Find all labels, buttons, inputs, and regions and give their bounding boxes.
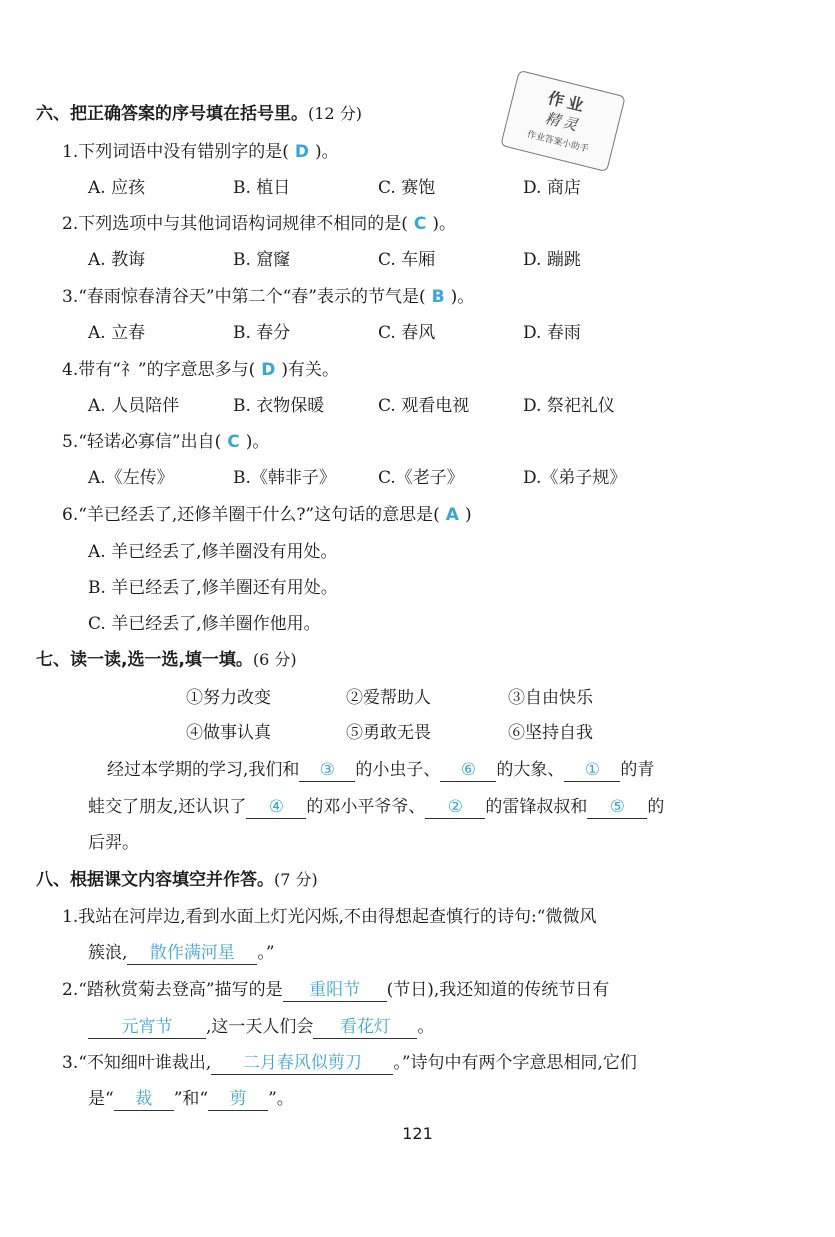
blank-answer: ⑥ <box>440 759 496 782</box>
option-a: A. 立春 <box>88 323 146 343</box>
choice: ③自由快乐 <box>508 688 593 708</box>
option-b: B. 植日 <box>233 178 291 198</box>
option-b: B. 衣物保暖 <box>233 396 325 416</box>
option-b: B. 窟窿 <box>233 250 291 270</box>
option-b: B.《韩非子》 <box>233 468 336 488</box>
question-6-6: 6.“羊已经丢了,还修羊圈干什么?”这句话的意思是( A ) <box>62 505 472 525</box>
option-c: C. 车厢 <box>378 250 436 270</box>
option-c: C. 春风 <box>378 323 436 343</box>
blank-answer: ② <box>425 796 485 819</box>
page-number: 121 <box>402 1124 433 1143</box>
blank-answer: 二月春风似剪刀 <box>211 1052 393 1075</box>
option-c: C. 赛饱 <box>378 178 436 198</box>
question-6-2: 2.下列选项中与其他词语构词规律不相同的是( C )。 <box>62 214 456 234</box>
blank-answer: 散作满河星 <box>127 942 257 965</box>
blank-answer: 重阳节 <box>283 979 387 1002</box>
question-8-2: 2.“踏秋赏菊去登高”描写的是 重阳节 (节日),我还知道的传统节日有 <box>62 980 610 1000</box>
choice: ④做事认真 <box>186 723 271 743</box>
stamp-line-3: 作业答案小助手 <box>525 129 590 155</box>
section-6-heading <box>36 102 362 126</box>
stamp-line-1: 作业 <box>545 88 590 117</box>
option-c: C. 羊已经丢了,修羊圈作他用。 <box>88 614 321 634</box>
question-8-2-line-2: 元宵节 ,这一天人们会 看花灯 。 <box>88 1015 434 1039</box>
option-a: A. 教诲 <box>88 250 146 270</box>
blank-answer: 元宵节 <box>88 1016 206 1039</box>
question-6-5: 5.“轻诺必寡信”出自( C )。 <box>62 432 270 452</box>
option-d: D. 祭祀礼仪 <box>523 396 615 416</box>
blank-answer: 看花灯 <box>313 1016 417 1039</box>
answer: A <box>445 505 459 525</box>
option-a: A. 应孩 <box>88 178 146 198</box>
option-b: B. 羊已经丢了,修羊圈还有用处。 <box>88 578 338 598</box>
blank-answer: ⑤ <box>587 796 647 819</box>
answer: C <box>413 214 427 234</box>
section-8-heading <box>36 868 318 892</box>
question-8-1: 1.我站在河岸边,看到水面上灯光闪烁,不由得想起查慎行的诗句:“微微风 <box>62 907 597 927</box>
blank-answer: ① <box>564 759 620 782</box>
section-6-title: 六、把正确答案的序号填在括号里。 <box>36 104 308 124</box>
option-c: C. 观看电视 <box>378 396 470 416</box>
paragraph-line-3: 后羿。 <box>88 833 139 853</box>
watermark-stamp <box>500 70 626 172</box>
answer: D <box>294 142 309 162</box>
stamp-line-2: 精灵 <box>543 108 583 136</box>
paragraph-line-2: 蛙交了朋友,还认识了 ④ 的邓小平爷爷、 ② 的雷锋叔叔和 ⑤ 的 <box>88 797 665 817</box>
option-a: A.《左传》 <box>88 468 174 488</box>
answer: B <box>431 287 445 307</box>
question-6-4: 4.带有“礻”的字意思多与( D )有关。 <box>62 360 339 380</box>
option-d: D. 春雨 <box>523 323 581 343</box>
section-7-score: (6 分) <box>252 650 297 669</box>
option-c: C.《老子》 <box>378 468 464 488</box>
question-6-1: 1.下列词语中没有错别字的是( D )。 <box>62 142 339 162</box>
option-a: A. 羊已经丢了,修羊圈没有用处。 <box>88 542 338 562</box>
option-d: D. 商店 <box>523 178 581 198</box>
section-7-heading <box>36 648 297 672</box>
question-8-1-line-2: 簇浪, 散作满河星 。” <box>88 943 275 963</box>
choice: ②爱帮助人 <box>346 688 431 708</box>
blank-answer: 剪 <box>208 1088 268 1111</box>
answer: D <box>261 360 276 380</box>
section-8-title: 八、根据课文内容填空并作答。 <box>36 870 274 890</box>
paragraph-line-1: 经过本学期的学习,我们和 ③ 的小虫子、 ⑥ 的大象、 ① 的青 <box>107 760 655 780</box>
choice: ⑥坚持自我 <box>508 723 593 743</box>
question-8-3: 3.“不知细叶谁裁出, 二月春风似剪刀 。”诗句中有两个字意思相同,它们 <box>62 1053 637 1073</box>
option-d: D. 蹦跳 <box>523 250 581 270</box>
blank-answer: ③ <box>299 759 355 782</box>
blank-answer: ④ <box>246 796 306 819</box>
option-b: B. 春分 <box>233 323 291 343</box>
choice: ①努力改变 <box>186 688 271 708</box>
option-a: A. 人员陪伴 <box>88 396 180 416</box>
option-d: D.《弟子规》 <box>523 468 627 488</box>
blank-answer: 裁 <box>114 1088 174 1111</box>
question-6-3: 3.“春雨惊春清谷天”中第二个“春”表示的节气是( B )。 <box>62 287 475 307</box>
section-8-score: (7 分) <box>274 870 318 889</box>
section-7-title: 七、读一读,选一选,填一填。 <box>36 650 253 670</box>
choice: ⑤勇敢无畏 <box>346 723 431 743</box>
answer: C <box>227 432 240 452</box>
section-6-score: (12 分) <box>308 104 362 123</box>
question-8-3-line-2: 是“ 裁 ”和“ 剪 ”。 <box>88 1089 294 1109</box>
